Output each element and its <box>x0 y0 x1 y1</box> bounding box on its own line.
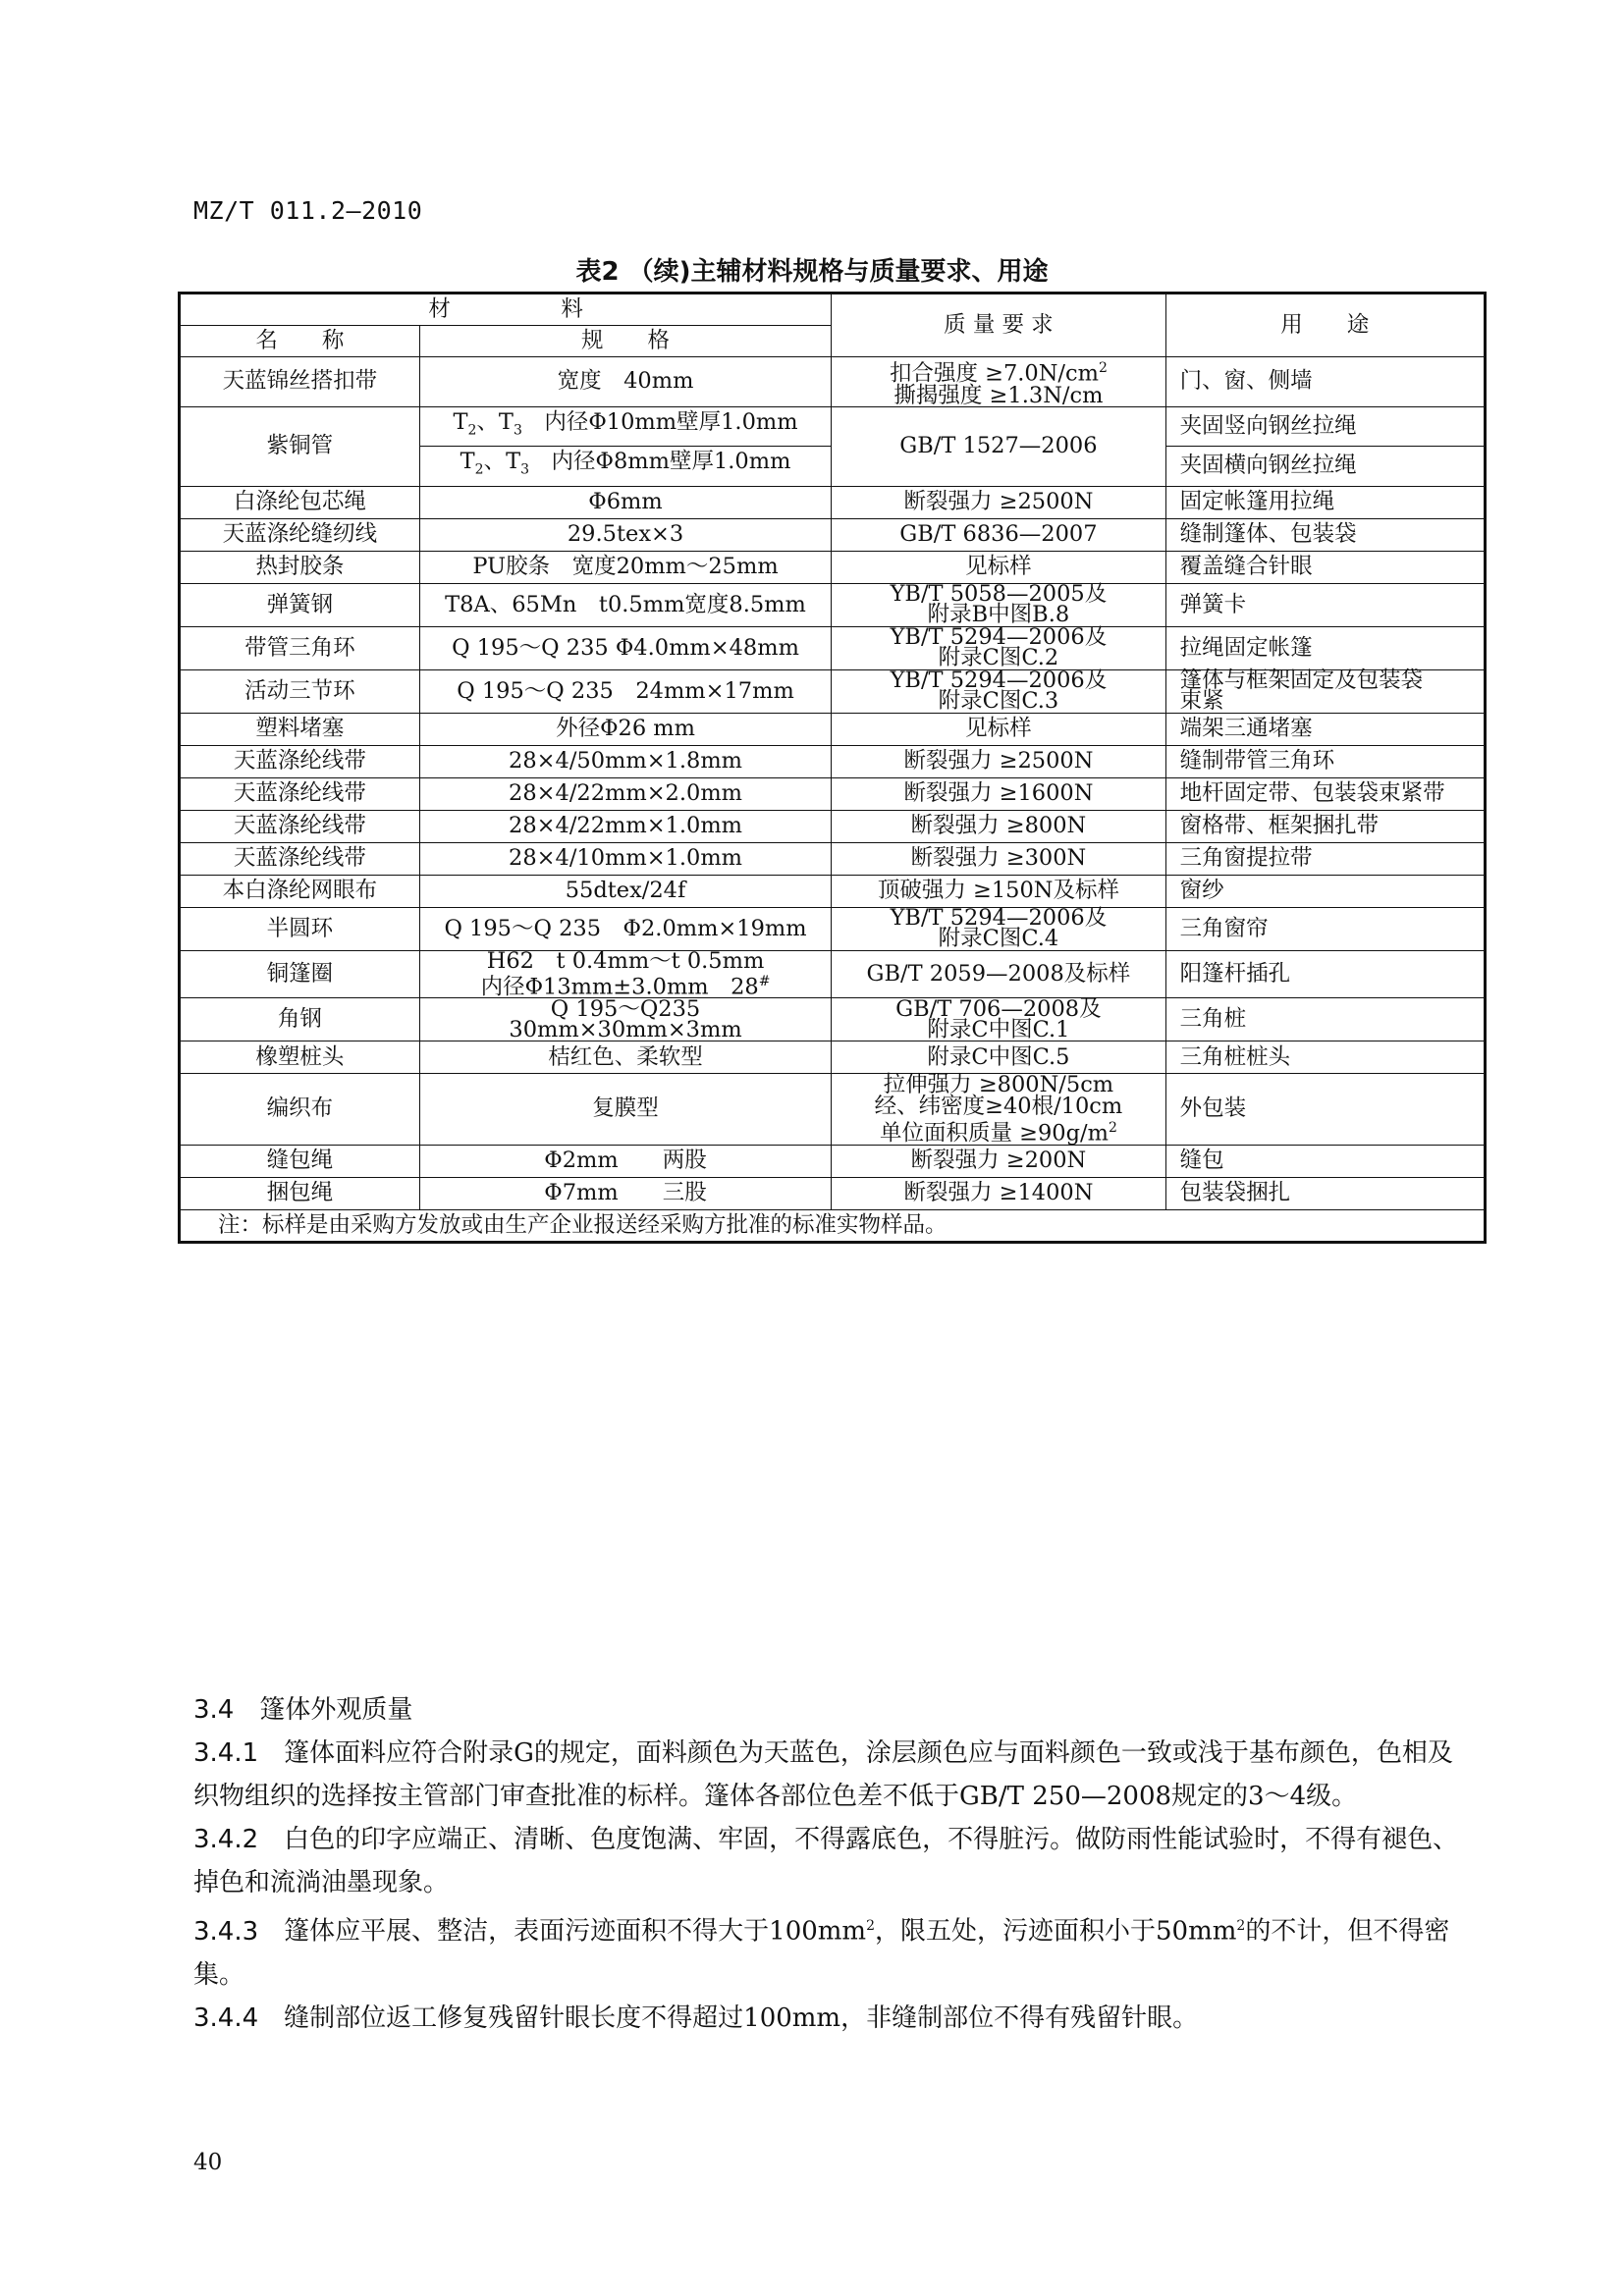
standard-code: MZ/T 011.2—2010 <box>193 196 423 225</box>
quality-line: YB/T 5294—2006及 <box>890 905 1108 931</box>
cell-name: 天蓝涤纶线带 <box>180 777 420 810</box>
cell-quality <box>832 907 1165 950</box>
clause-number: 3.4.3 <box>193 1916 259 1947</box>
superscript: 2 <box>866 1918 876 1934</box>
table-row <box>180 406 1486 447</box>
cell-spec: 复膜型 <box>419 1074 831 1146</box>
table-row <box>180 583 1486 626</box>
cell-use: 缝制篷体、包装袋 <box>1165 518 1485 551</box>
cell-spec: 28×4/22mm×1.0mm <box>419 810 831 842</box>
cell-name: 紫铜管 <box>180 406 420 486</box>
superscript: 2 <box>1108 1120 1117 1136</box>
table-row <box>180 518 1486 551</box>
cell-use: 夹固竖向钢丝拉绳 <box>1165 406 1485 447</box>
quality-line: 附录C图C.3 <box>938 688 1059 714</box>
table-row <box>180 950 1486 998</box>
cell-spec: Φ2mm 两股 <box>419 1145 831 1177</box>
table-row <box>180 1145 1486 1177</box>
table-row <box>180 907 1486 950</box>
cell-quality: 见标样 <box>832 713 1165 745</box>
cell-spec: Q 195～Q 235 Φ2.0mm×19mm <box>419 907 831 950</box>
cell-quality: 见标样 <box>832 551 1165 583</box>
cell-use <box>1165 669 1485 713</box>
header-use: 用 途 <box>1165 294 1485 357</box>
cell-use: 阳篷杆插孔 <box>1165 950 1485 998</box>
header-material: 材 料 <box>180 294 832 326</box>
table-row <box>180 486 1486 518</box>
cell-name: 天蓝涤纶线带 <box>180 842 420 875</box>
cell-use: 三角窗提拉带 <box>1165 842 1485 875</box>
clause-text: 篷体面料应符合附录G的规定，面料颜色为天蓝色，涂层颜色应与面料颜色一致或浅于基布颜色，色相及织物组织的选择按主管部门审查批准的标样。篷体各部位色差不低于GB/T 250—2008规定的3～4级。 <box>193 1738 1453 1811</box>
clause-text: ，限五处，污迹面积小于50mm <box>875 1916 1237 1947</box>
cell-name: 缝包绳 <box>180 1145 420 1177</box>
cell-spec: $T_2$、$T_3$ 内径Φ8mm壁厚1.0mm <box>419 447 831 487</box>
cell-name: 带管三角环 <box>180 626 420 669</box>
header-name: 名 称 <box>180 326 420 357</box>
cell-name: 橡塑桩头 <box>180 1041 420 1074</box>
cell-name: 角钢 <box>180 998 420 1041</box>
cell-use: 缝包 <box>1165 1145 1485 1177</box>
cell-quality: 断裂强力 ≥200N <box>832 1145 1165 1177</box>
quality-line: 附录B中图B.8 <box>927 602 1070 627</box>
clause <box>193 1904 1470 1997</box>
clause <box>193 1997 1470 2040</box>
cell-spec: 55dtex/24f <box>419 875 831 907</box>
quality-line: 附录C中图C.1 <box>927 1016 1070 1042</box>
superscript: 2 <box>1098 360 1108 376</box>
cell-quality <box>832 583 1165 626</box>
cell-quality: GB/T 6836—2007 <box>832 518 1165 551</box>
cell-use: 地杆固定带、包装袋束紧带 <box>1165 777 1485 810</box>
clause-number: 3.4.2 <box>193 1825 259 1854</box>
cell-spec: T8A、65Mn t0.5mm宽度8.5mm <box>419 583 831 626</box>
cell-spec: 28×4/50mm×1.8mm <box>419 745 831 777</box>
table-title: 表2 （续)主辅材料规格与质量要求、用途 <box>575 257 1049 287</box>
cell-quality: 断裂强力 ≥300N <box>832 842 1165 875</box>
use-line: 篷体与框架固定及包装袋 <box>1179 667 1424 693</box>
cell-quality: 附录C中图C.5 <box>832 1041 1165 1074</box>
table-row <box>180 875 1486 907</box>
header-quality: 质 量 要 求 <box>832 294 1165 357</box>
cell-quality <box>832 626 1165 669</box>
quality-line: 附录C图C.2 <box>938 645 1059 670</box>
table-row <box>180 810 1486 842</box>
table-note-row <box>180 1209 1486 1242</box>
cell-name: 天蓝涤纶缝纫线 <box>180 518 420 551</box>
quality-line: 单位面积质量 ≥90g/m <box>879 1120 1109 1147</box>
cell-use: 端架三通堵塞 <box>1165 713 1485 745</box>
quality-line: YB/T 5294—2006及 <box>890 624 1108 650</box>
table-header-row <box>180 294 1486 326</box>
table-row <box>180 745 1486 777</box>
table-row <box>180 713 1486 745</box>
section-body <box>193 1688 1470 2040</box>
cell-spec: 桔红色、柔软型 <box>419 1041 831 1074</box>
cell-use: 三角窗帘 <box>1165 907 1485 950</box>
cell-use: 固定帐篷用拉绳 <box>1165 486 1485 518</box>
table-row <box>180 357 1486 407</box>
cell-use: 覆盖缝合针眼 <box>1165 551 1485 583</box>
cell-quality <box>832 995 1165 1042</box>
spec-line: 30mm×30mm×3mm <box>509 1016 742 1042</box>
cell-quality: 断裂强力 ≥1600N <box>832 777 1165 810</box>
cell-use: 外包装 <box>1165 1074 1485 1146</box>
cell-use: 窗纱 <box>1165 875 1485 907</box>
cell-quality: 断裂强力 ≥800N <box>832 810 1165 842</box>
quality-line: YB/T 5294—2006及 <box>890 667 1108 693</box>
cell-quality: 断裂强力 ≥2500N <box>832 486 1165 518</box>
section-title: 篷体外观质量 <box>259 1695 413 1725</box>
cell-quality: GB/T 2059—2008及标样 <box>832 950 1165 998</box>
section-heading <box>193 1688 1470 1732</box>
spec-line: Q 195～Q235 <box>550 995 701 1022</box>
superscript: # <box>758 973 771 989</box>
quality-line: 扣合强度 ≥7.0N/cm <box>889 360 1099 387</box>
clause-text: 的不计，但不得密集。 <box>193 1916 1450 1990</box>
cell-name: 白涤纶包芯绳 <box>180 486 420 518</box>
cell-name: 塑料堵塞 <box>180 713 420 745</box>
table-row <box>180 1041 1486 1074</box>
cell-use: 拉绳固定帐篷 <box>1165 626 1485 669</box>
table-row <box>180 842 1486 875</box>
quality-line: YB/T 5058—2005及 <box>890 581 1108 607</box>
clause-number: 3.4.1 <box>193 1738 259 1768</box>
cell-spec: PU胶条 宽度20mm～25mm <box>419 551 831 583</box>
clause-text: 缝制部位返工修复残留针眼长度不得超过100mm，非缝制部位不得有残留针眼。 <box>284 2002 1199 2033</box>
spec-line: H62 t 0.4mm～t 0.5mm <box>486 947 765 974</box>
cell-name: 热封胶条 <box>180 551 420 583</box>
cell-spec: 宽度 40mm <box>419 357 831 407</box>
clause <box>193 1818 1470 1904</box>
quality-line: 拉伸强力 ≥800N/5cm <box>883 1072 1114 1097</box>
cell-quality <box>832 1074 1165 1146</box>
cell-use: 三角桩 <box>1165 998 1485 1041</box>
header-spec: 规 格 <box>419 326 831 357</box>
table-row <box>180 669 1486 713</box>
quality-line: GB/T 706—2008及 <box>895 995 1102 1022</box>
table-row <box>180 626 1486 669</box>
cell-use: 缝制带管三角环 <box>1165 745 1485 777</box>
use-line: 束紧 <box>1179 688 1224 714</box>
cell-use: 门、窗、侧墙 <box>1165 357 1485 407</box>
cell-name: 铜篷圈 <box>180 950 420 998</box>
cell-spec: 29.5tex×3 <box>419 518 831 551</box>
clause-text: 白色的印字应端正、清晰、色度饱满、牢固，不得露底色，不得脏污。做防雨性能试验时，不得有褪色、掉色和流淌油墨现象。 <box>193 1825 1459 1897</box>
table-row <box>180 1177 1486 1209</box>
clause <box>193 1732 1470 1818</box>
cell-spec: $T_2$、$T_3$ 内径Φ10mm壁厚1.0mm <box>419 406 831 447</box>
cell-name: 弹簧钢 <box>180 583 420 626</box>
cell-quality: 断裂强力 ≥1400N <box>832 1177 1165 1209</box>
cell-use: 弹簧卡 <box>1165 583 1485 626</box>
cell-quality <box>832 669 1165 713</box>
cell-spec: Q 195～Q 235 Φ4.0mm×48mm <box>419 626 831 669</box>
cell-use: 包装袋捆扎 <box>1165 1177 1485 1209</box>
quality-line: 附录C图C.4 <box>938 926 1059 951</box>
cell-quality: 顶破强力 ≥150N及标样 <box>832 875 1165 907</box>
cell-quality: GB/T 1527—2006 <box>832 406 1165 486</box>
cell-spec: Q 195～Q 235 24mm×17mm <box>419 669 831 713</box>
table-row <box>180 1074 1486 1146</box>
clause-text: 篷体应平展、整洁，表面污迹面积不得大于100mm <box>284 1916 867 1947</box>
quality-line: 撕揭强度 ≥1.3N/cm <box>893 382 1104 408</box>
clause-number: 3.4.4 <box>193 2002 259 2033</box>
cell-spec <box>419 995 831 1042</box>
page-number: 40 <box>193 2150 223 2175</box>
quality-line: 经、纬密度≥40根/10cm <box>874 1094 1123 1119</box>
materials-table <box>178 292 1487 1244</box>
cell-use: 夹固横向钢丝拉绳 <box>1165 447 1485 487</box>
cell-use: 窗格带、框架捆扎带 <box>1165 810 1485 842</box>
cell-name: 天蓝涤纶线带 <box>180 810 420 842</box>
cell-spec: 外径Φ26 mm <box>419 713 831 745</box>
cell-name: 本白涤纶网眼布 <box>180 875 420 907</box>
cell-spec: 28×4/22mm×2.0mm <box>419 777 831 810</box>
cell-spec <box>419 947 831 999</box>
cell-use: 三角桩桩头 <box>1165 1041 1485 1074</box>
table-row <box>180 551 1486 583</box>
section-number: 3.4 <box>193 1695 235 1725</box>
table-row <box>180 998 1486 1041</box>
cell-spec: Φ7mm 三股 <box>419 1177 831 1209</box>
superscript: 2 <box>1236 1918 1246 1934</box>
cell-name: 活动三节环 <box>180 669 420 713</box>
cell-name: 编织布 <box>180 1074 420 1146</box>
spec-line: 内径Φ13mm±3.0mm 28 <box>480 974 759 999</box>
cell-spec: Φ6mm <box>419 486 831 518</box>
table-note: 注：标样是由采购方发放或由生产企业报送经采购方批准的标准实物样品。 <box>180 1209 1486 1242</box>
cell-quality: 断裂强力 ≥2500N <box>832 745 1165 777</box>
cell-quality <box>832 357 1165 407</box>
table-row <box>180 777 1486 810</box>
cell-name: 半圆环 <box>180 907 420 950</box>
cell-name: 捆包绳 <box>180 1177 420 1209</box>
cell-name: 天蓝锦丝搭扣带 <box>180 357 420 407</box>
cell-spec: 28×4/10mm×1.0mm <box>419 842 831 875</box>
cell-name: 天蓝涤纶线带 <box>180 745 420 777</box>
